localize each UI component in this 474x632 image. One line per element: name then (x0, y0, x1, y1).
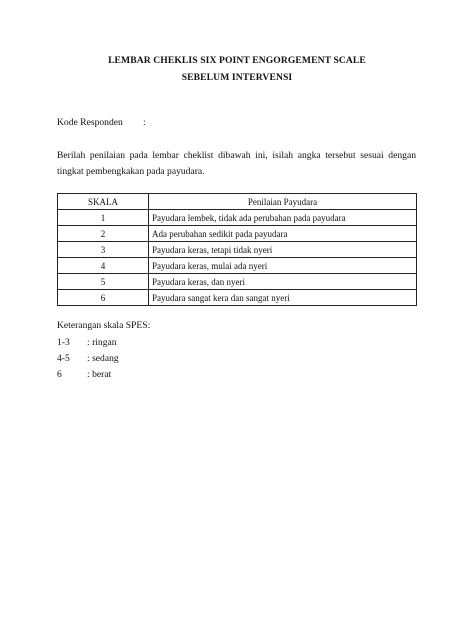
table-row (58, 258, 417, 274)
legend-desc: : sedang (87, 353, 119, 364)
instruction-paragraph: Berilah penilaian pada lembar cheklist dibawah ini, isilah angka tersebut sesuai dengan tingkat pembengkakan pada payudara. (57, 150, 416, 177)
header-penilaian: Penilaian Payudara (149, 194, 417, 210)
table-header-row (58, 194, 417, 210)
header-skala: SKALA (58, 194, 149, 210)
legend-range: 1-3 (57, 337, 70, 348)
cell-penilaian: Payudara keras, dan nyeri (149, 274, 417, 290)
kode-responden-colon: : (143, 117, 146, 128)
table-row (58, 290, 417, 306)
table-row (58, 226, 417, 242)
table-row (58, 210, 417, 226)
cell-skala: 5 (58, 274, 149, 290)
legend-item (57, 337, 117, 348)
legend-item (57, 353, 119, 364)
cell-penilaian: Payudara keras, mulai ada nyeri (149, 258, 417, 274)
document-title: LEMBAR CHEKLIS SIX POINT ENGORGEMENT SCALE (108, 55, 366, 66)
legend-desc: : ringan (87, 337, 117, 348)
cell-skala: 4 (58, 258, 149, 274)
cell-penilaian: Payudara lembek, tidak ada perubahan pada payudara (149, 210, 417, 226)
table-row (58, 274, 417, 290)
legend-range: 4-5 (57, 353, 70, 364)
scale-table (57, 193, 417, 306)
legend-desc: : berat (87, 369, 112, 380)
cell-skala: 3 (58, 242, 149, 258)
kode-responden-label: Kode Responden (57, 117, 123, 128)
table-row (58, 242, 417, 258)
cell-penilaian: Ada perubahan sedikit pada payudara (149, 226, 417, 242)
cell-penilaian: Payudara sangat kera dan sangat nyeri (149, 290, 417, 306)
cell-penilaian: Payudara keras, tetapi tidak nyeri (149, 242, 417, 258)
legend-item (57, 369, 111, 380)
document-subtitle: SEBELUM INTERVENSI (181, 72, 293, 83)
cell-skala: 6 (58, 290, 149, 306)
keterangan-label: Keterangan skala SPES: (57, 320, 151, 331)
cell-skala: 1 (58, 210, 149, 226)
cell-skala: 2 (58, 226, 149, 242)
kode-responden-line (57, 117, 146, 128)
legend-range: 6 (57, 369, 62, 380)
